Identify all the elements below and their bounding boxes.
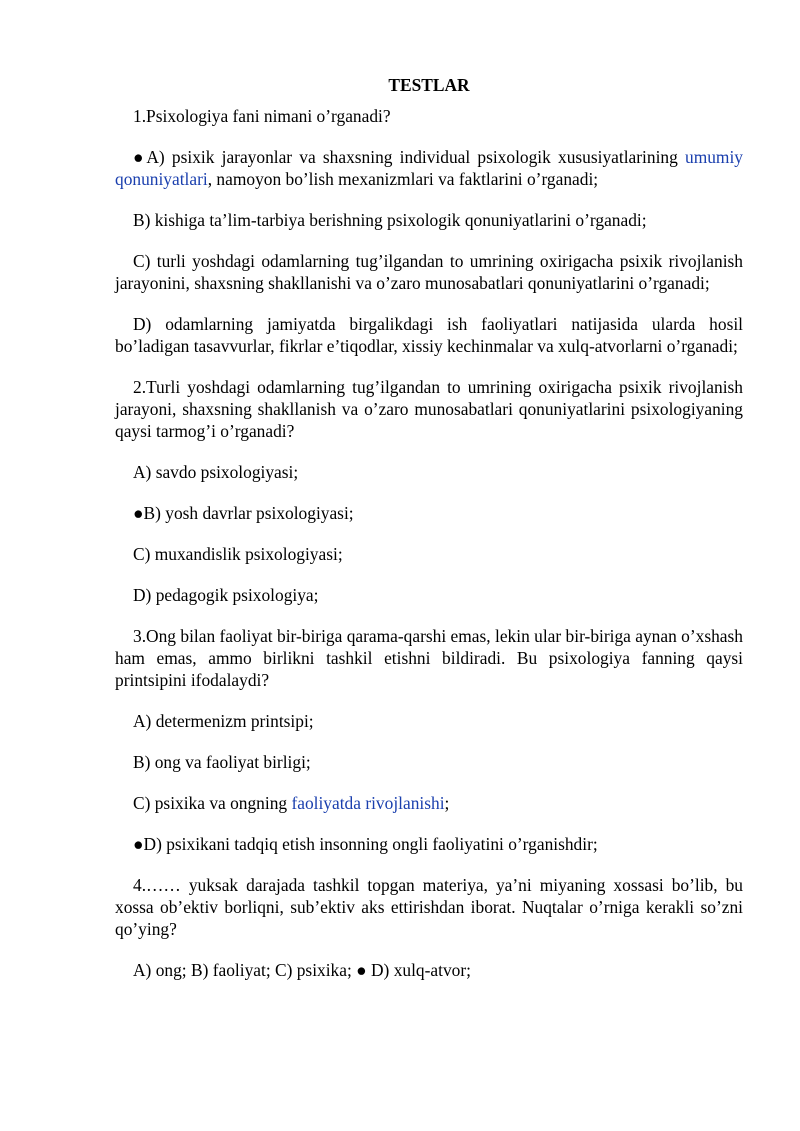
q1-option-c: C) turli yoshdagi odamlarning tug’ilgandan to umrining oxirigacha psixik rivojlanish jarayonini, shaxsning shakllanishi va o’zaro munosabatlari qonuniyatlarini o’rganadi; (115, 251, 743, 293)
question-1: 1.Psixologiya fani nimani o’rganadi? (133, 106, 391, 126)
question-4: 4.…… yuksak darajada tashkil topgan materiya, ya’ni miyaning xossasi bo’lib, bu xossa ob’ektiv borliqni, sub’ektiv aks ettirishdan iborat. Nuqtalar o’rniga kerakli so’zni qo’ying? (115, 875, 743, 939)
q3-option-a: A) determenizm printsipi; (133, 711, 314, 731)
q1-option-a (115, 146, 743, 190)
question-2: 2.Turli yoshdagi odamlarning tug’ilgandan to umrining oxirigacha psixik rivojlanish jarayoni, shaxsning shakllanish va o’zaro munosabatlari qonuniyatlarini psixologiyaning qaysi tarmog’i o’rganadi? (115, 377, 743, 441)
q1-option-a-text-end: , namoyon bo’lish mexanizmlari va faktlarini o’rganadi; (207, 169, 599, 189)
q2-option-d: D) pedagogik psixologiya; (133, 585, 319, 605)
question-3: 3.Ong bilan faoliyat bir-biriga qarama-qarshi emas, lekin ular bir-biriga aynan o’xshash ham emas, ammo birlikni tashkil etishni bildiradi. Bu psixologiya fanning qaysi printsipini ifodalaydi? (115, 626, 743, 690)
q3-option-c (115, 792, 743, 814)
q3-option-c-text: C) psixika va ongning (133, 793, 292, 813)
q3-option-c-text-end: ; (444, 793, 450, 813)
q2-option-a: A) savdo psixologiyasi; (133, 462, 299, 482)
document-page (115, 74, 743, 1000)
q4-options: A) ong; B) faoliyat; C) psixika; ● D) xulq-atvor; (133, 960, 471, 980)
q3-option-b: B) ong va faoliyat birligi; (133, 752, 311, 772)
q1-option-a-link[interactable]: umumiy qonuniyatlari (115, 147, 743, 189)
q2-option-b: ●B) yosh davrlar psixologiyasi; (133, 503, 354, 523)
q3-option-d: ●D) psixikani tadqiq etish insonning ongli faoliyatini o’rganishdir; (133, 834, 598, 854)
q1-option-d: D) odamlarning jamiyatda birgalikdagi ish faoliyatlari natijasida ularda hosil bo’ladigan tasavvurlar, fikrlar e’tiqodlar, xissiy kechinmalar va xulq-atvorlarni o’rganadi; (115, 314, 743, 356)
q2-option-c: C) muxandislik psixologiyasi; (133, 544, 343, 564)
q3-option-c-link[interactable]: faoliyatda rivojlanishi (291, 793, 445, 813)
q1-option-b: B) kishiga ta’lim-tarbiya berishning psixologik qonuniyatlarini o’rganadi; (133, 210, 647, 230)
q1-option-a-text: ●A) psixik jarayonlar va shaxsning individual psixologik xususiyatlarining (133, 147, 686, 167)
document-title: TESTLAR (388, 75, 470, 95)
